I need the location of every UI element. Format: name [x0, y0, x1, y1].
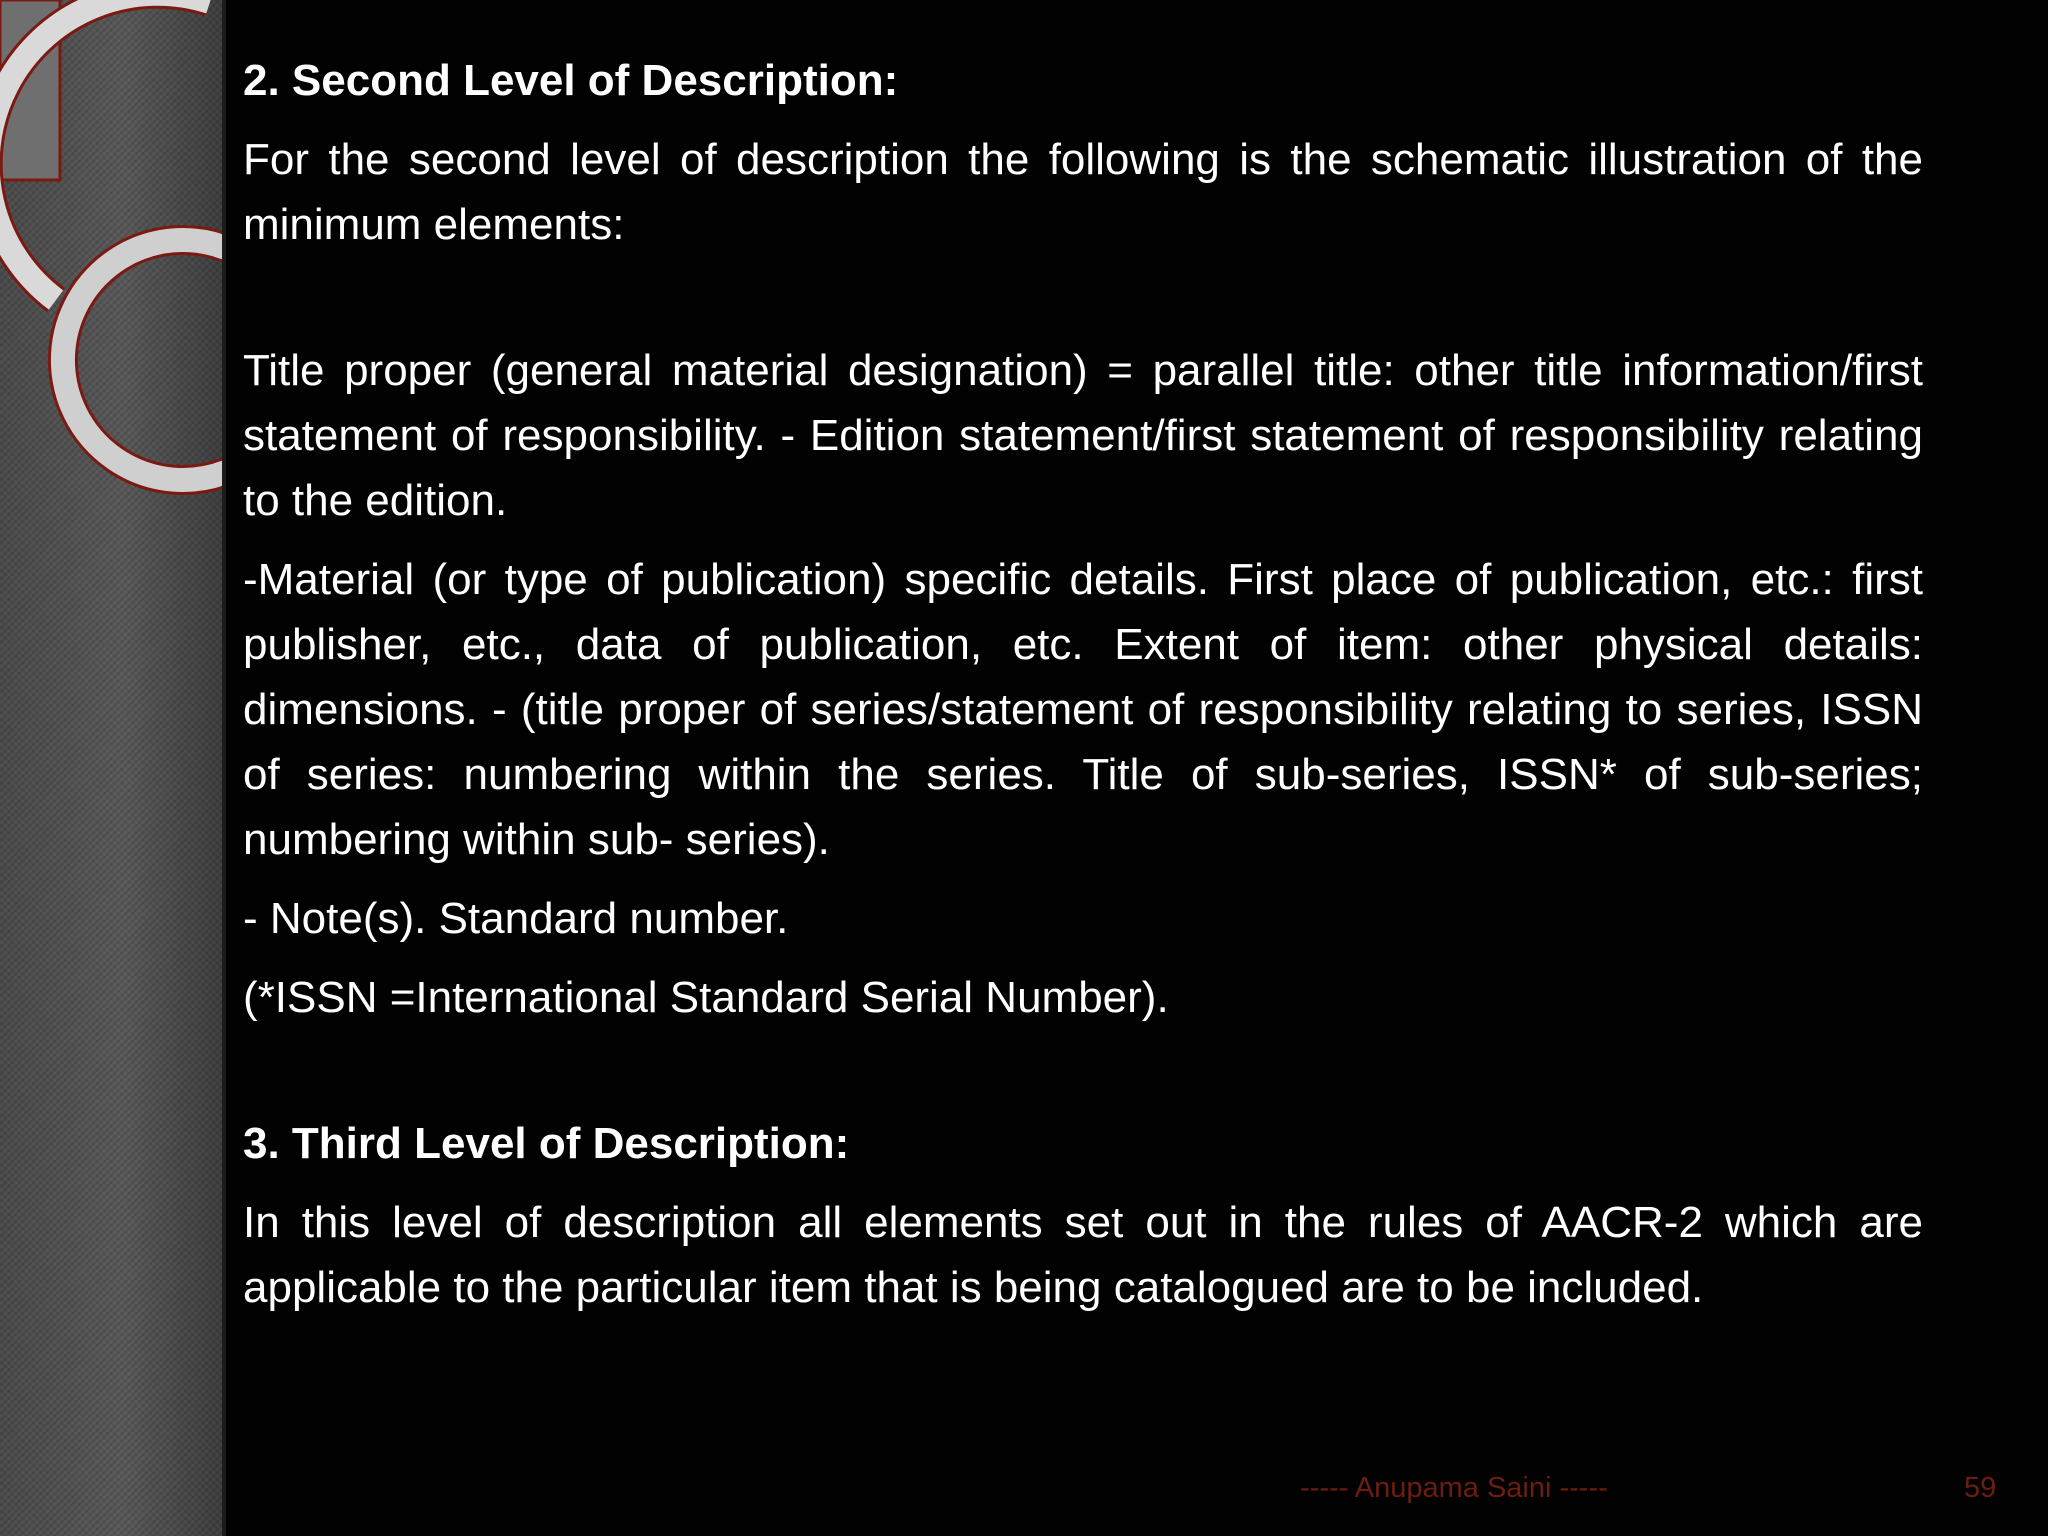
paragraph-third-level: In this level of description all elements set out in the rules of AACR-2 which are applicable to the particular item that is being catalogued are to be included.	[243, 1198, 1923, 1312]
paragraph-notes: - Note(s). Standard number.	[243, 894, 789, 943]
paragraph-title-proper: Title proper (general material designation) = parallel title: other title information/first statement of responsibility. - Edition statement/first statement of responsibility relating to the edition.	[243, 346, 1923, 525]
heading-third-level: 3. Third Level of Description:	[243, 1119, 850, 1168]
decorative-rings-graphic	[0, 0, 226, 1536]
paragraph-second-level-intro: For the second level of description the following is the schematic illustration of the minimum elements:	[243, 135, 1923, 249]
paragraph-issn-definition: (*ISSN =International Standard Serial Number).	[243, 973, 1169, 1022]
footer-page-number: 59	[1964, 1472, 1997, 1504]
footer-author: ----- Anupama Saini -----	[1300, 1472, 1608, 1504]
paragraph-material-details: -Material (or type of publication) specific details. First place of publication, etc.: first publisher, etc., data of publication, etc. Extent of item: other physical details: dimensions. - (title proper of series/statement of responsibility relating to series, ISSN of series: numbering within the series. Title of sub-series, ISSN* of sub-series; numbering within sub- series).	[243, 555, 1923, 864]
decorative-side-panel	[0, 0, 226, 1536]
decorative-ring-lower	[63, 240, 226, 480]
slide-content	[243, 48, 1923, 1320]
panel-edge	[222, 0, 226, 1536]
heading-second-level: 2. Second Level of Description:	[243, 56, 899, 105]
